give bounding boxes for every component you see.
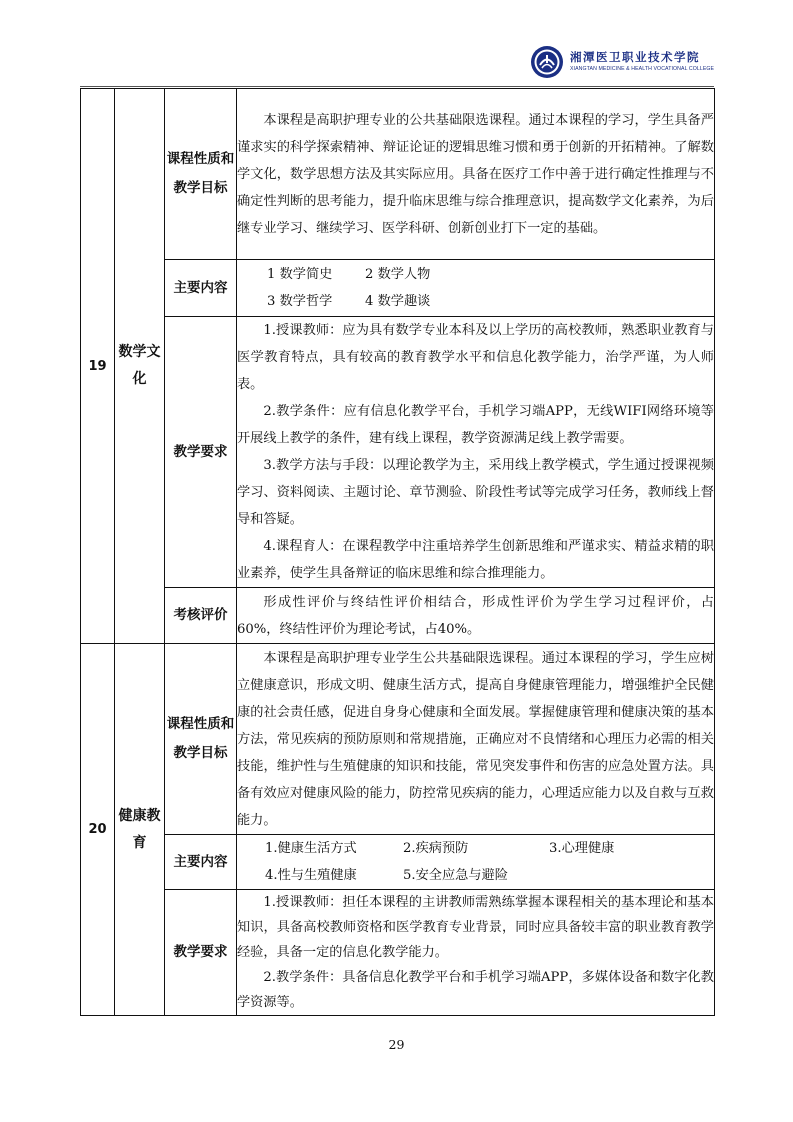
nature-goal-label: 课程性质和教学目标 xyxy=(165,644,237,835)
main-content-label: 主要内容 xyxy=(165,260,237,317)
list-item: 3 数学哲学 xyxy=(267,294,333,309)
requirement-item: 1.授课教师：担任本课程的主讲教师需熟练掌握本课程相关的基本理论和基本知识，具备高校教师资格和医学教育专业背景，同时应具备较丰富的职业教育教学经验，具备一定的信息化教学能力。 xyxy=(237,895,714,960)
table-row xyxy=(81,644,715,835)
main-content-label: 主要内容 xyxy=(165,835,237,890)
table-row xyxy=(81,835,715,890)
assessment-label: 考核评价 xyxy=(165,588,237,644)
assessment-text: 形成性评价与终结性评价相结合，形成性评价为学生学习过程评价，占60%，终结性评价为理论考试，占40%。 xyxy=(237,588,715,644)
requirements-label: 教学要求 xyxy=(165,890,237,1016)
requirement-item: 3.教学方法与手段：以理论教学为主，采用线上教学模式，学生通过授课视频学习、资料阅读、主题讨论、章节测验、阶段性考试等完成学习任务，教师线上督导和答疑。 xyxy=(237,458,714,527)
college-name-en: XIANGTAN MEDICINE & HEALTH VOCATIONAL COLLEGE xyxy=(570,65,715,72)
table-row xyxy=(81,260,715,317)
table-row xyxy=(81,890,715,1016)
list-item: 1.健康生活方式 xyxy=(265,841,357,856)
course-name: 健康教育 xyxy=(115,644,165,1016)
nature-goal-text: 本课程是高职护理专业学生公共基础限选课程。通过本课程的学习，学生应树立健康意识，形成文明、健康生活方式，提高自身健康管理能力，增强维护全民健康的社会责任感，促进自身身心健康和全面发展。掌握健康管理和健康决策的基本方法，常见疾病的预防原则和常规措施，正确应对不良情绪和心理压力必需的相关技能，维护性与生殖健康的知识和技能，常见突发事件和伤害的应急处置方法。具备有效应对健康风险的能力，防控常见疾病的能力，心理适应能力以及自救与互救能力。 xyxy=(237,644,715,835)
requirements-text xyxy=(237,890,715,1016)
page-number: 29 xyxy=(388,1037,405,1052)
requirement-item: 4.课程育人：在课程教学中注重培养学生创新思维和严谨求实、精益求精的职业素养，使学生具备辩证的临床思维和综合推理能力。 xyxy=(237,539,714,581)
requirement-item: 1.授课教师：应为具有数学专业本科及以上学历的高校教师，熟悉职业教育与医学教育特点，具有较高的教育教学水平和信息化教学能力，治学严谨，为人师表。 xyxy=(237,323,714,392)
course-name: 数学文化 xyxy=(115,89,165,644)
table-row xyxy=(81,317,715,588)
course-number: 20 xyxy=(81,644,115,1016)
college-name-cn: 湘潭医卫职业技术学院 xyxy=(570,50,700,65)
requirements-label: 教学要求 xyxy=(165,317,237,588)
header-divider xyxy=(80,86,714,87)
requirements-text xyxy=(237,317,715,588)
main-content-list xyxy=(237,260,715,317)
list-item: 4.性与生殖健康 xyxy=(265,868,357,883)
curriculum-table xyxy=(80,88,715,1016)
main-content-list xyxy=(237,835,715,890)
list-item: 2.疾病预防 xyxy=(403,841,469,856)
table-row xyxy=(81,588,715,644)
nature-goal-label: 课程性质和教学目标 xyxy=(165,89,237,260)
course-number: 19 xyxy=(81,89,115,644)
requirement-item: 2.教学条件：具备信息化教学平台和手机学习端APP，多媒体设备和数字化教学资源等。 xyxy=(237,970,714,1010)
list-item: 3.心理健康 xyxy=(549,841,615,856)
table-row xyxy=(81,89,715,260)
list-item: 4 数学趣谈 xyxy=(365,294,431,309)
list-item: 1 数学简史 xyxy=(267,267,333,282)
nature-goal-text: 本课程是高职护理专业的公共基础限选课程。通过本课程的学习，学生具备严谨求实的科学探索精神、辩证论证的逻辑思维习惯和勇于创新的开拓精神。了解数学文化，数学思想方法及其实际应用。具备在医疗工作中善于进行确定性推理与不确定性判断的思考能力，提升临床思维与综合推理意识，提高数学文化素养，为后继专业学习、继续学习、医学科研、创新创业打下一定的基础。 xyxy=(237,89,715,260)
college-logo xyxy=(530,42,740,82)
list-item: 2 数学人物 xyxy=(365,267,431,282)
requirement-item: 2.教学条件：应有信息化教学平台，手机学习端APP，无线WIFI网络环境等开展线上教学的条件，建有线上课程，教学资源满足线上教学需要。 xyxy=(237,404,714,446)
college-emblem-icon xyxy=(530,45,564,79)
list-item: 5.安全应急与避险 xyxy=(403,868,508,883)
